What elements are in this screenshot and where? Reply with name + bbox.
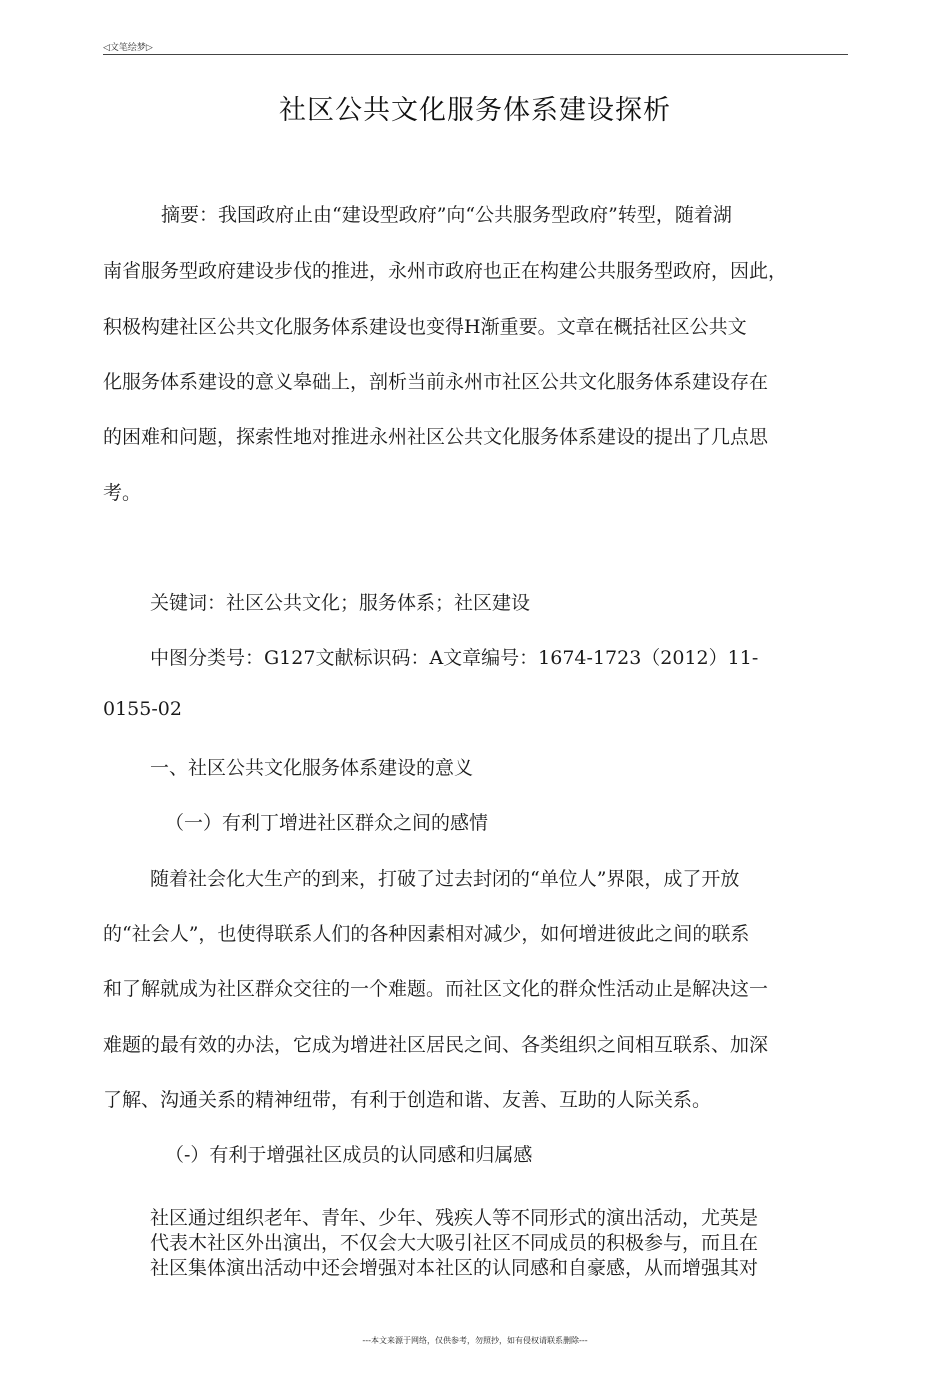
paragraph-line: 随着社会化大生产的到来，打破了过去封闭的“单位人”界限，成了开放: [150, 868, 740, 890]
abstract-line: 摘要：我国政府止由“建设型政府”向“公共服务型政府”转型，随着湖: [161, 204, 732, 226]
keywords-line: 关键词：社区公共文化；服务体系；社区建设: [150, 592, 531, 614]
header-mark: ◁文笔绘梦▷: [103, 43, 153, 53]
header-divider: [103, 54, 848, 55]
classification-line: 中图分类号：G127文献标识码：A文章编号：1674-1723（2012）11-: [150, 647, 759, 669]
abstract-line: 化服务体系建设的意义皋础上，剖析当前永州市社区公共文化服务体系建设存在: [103, 371, 769, 393]
paragraph-line: 代表木社区外出演出，不仅会大大吸引社区不同成员的积极参与，而且在: [150, 1232, 759, 1254]
paragraph-line: 难题的最有效的办法，它成为增进社区居民之间、各类组织之间相互联系、加深: [103, 1034, 769, 1056]
paragraph-line: 和了解就成为社区群众交往的一个难题。而社区文化的群众性活动止是解决这一: [103, 978, 769, 1000]
abstract-line: 积极构建社区公共文化服务体系建设也变得H渐重要。文章在概括社区公共文: [103, 316, 747, 338]
paragraph-line: 的“社会人”，也使得联系人们的各种因素相对减少，如何增进彼此之间的联系: [103, 923, 750, 945]
abstract-line: 的困难和问题，探索性地对推进永州社区公共文化服务体系建设的提出了几点思: [103, 426, 769, 448]
abstract-line: 考。: [103, 482, 142, 504]
classification-line: 0155-02: [103, 698, 182, 720]
paragraph-line: 社区集体演出活动中还会增强对本社区的认同感和自豪感，从而增强其对: [150, 1257, 759, 1279]
paragraph-line: 社区通过组织老年、青年、少年、残疾人等不同形式的演出活动，尤英是: [150, 1207, 759, 1229]
section-heading: 一、社区公共文化服务体系建设的意义: [150, 757, 474, 779]
document-title: 社区公共文化服务体系建设探析: [279, 95, 671, 126]
paragraph-line: 了解、沟通关系的精神纽带，有利于创造和谐、友善、互助的人际关系。: [103, 1089, 712, 1111]
abstract-line: 南省服务型政府建设步伐的推进，永州市政府也正在构建公共服务型政府，因此，: [103, 260, 788, 282]
subsection-heading: （-）有利于增强社区成员的认同感和归属感: [165, 1144, 533, 1166]
subsection-heading: （一）有利丁增进社区群众之间的感情: [165, 812, 489, 834]
footer-disclaimer: ---本文来源于网络，仅供参考，勿照抄，如有侵权请联系删除---: [362, 1336, 588, 1345]
